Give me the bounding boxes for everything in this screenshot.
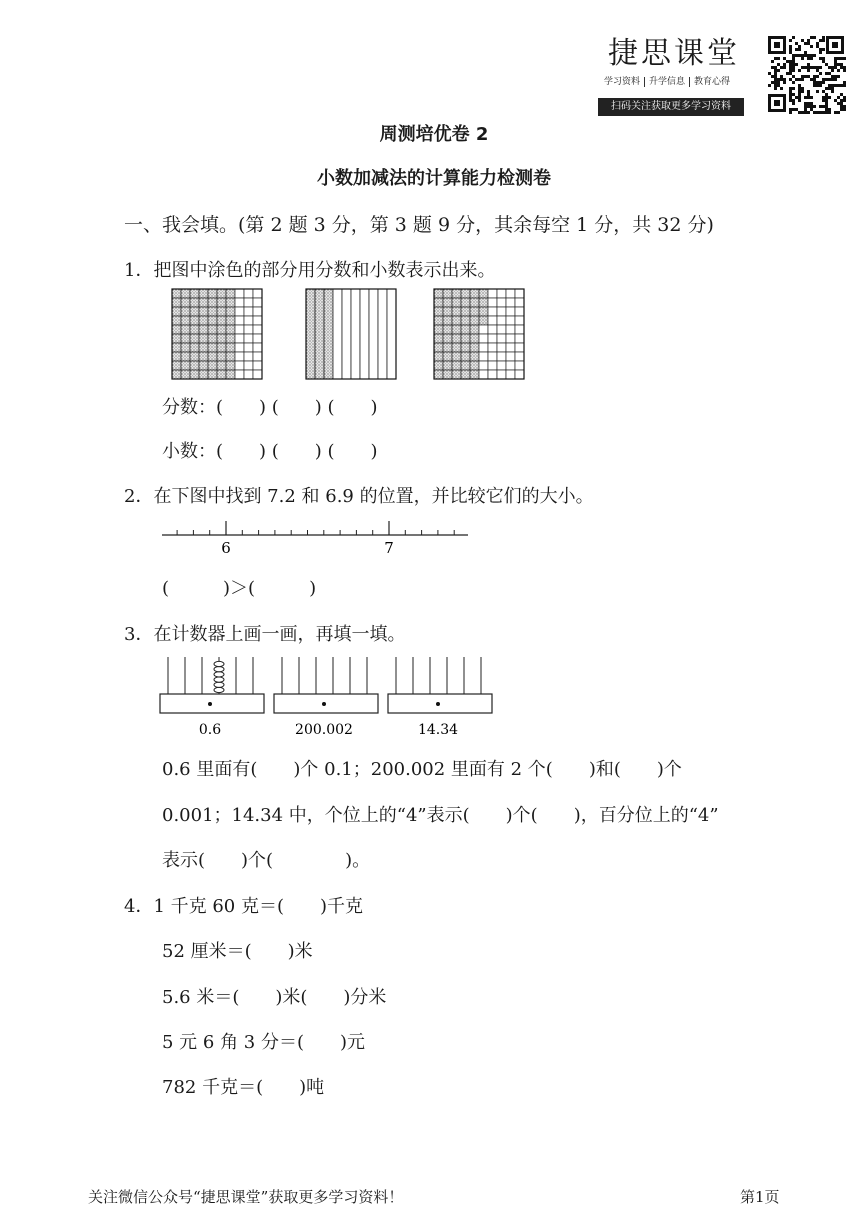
abacus <box>274 657 378 713</box>
grid-cell <box>488 334 497 343</box>
shaded-cell <box>479 316 488 325</box>
brand-tag: 学习资料 <box>600 77 645 87</box>
shaded-cell <box>217 352 226 361</box>
grid-cell <box>506 361 515 370</box>
shaded-cell <box>190 370 199 379</box>
shaded-cell <box>226 298 235 307</box>
shaded-cell <box>217 298 226 307</box>
shaded-cell <box>181 289 190 298</box>
shaded-cell <box>443 361 452 370</box>
shaded-cell <box>226 370 235 379</box>
grid-cell <box>488 307 497 316</box>
shaded-cell <box>181 352 190 361</box>
grid-cell <box>497 370 506 379</box>
abacus-base <box>388 694 492 713</box>
axis-label-6: 6 <box>221 539 231 557</box>
shaded-cell <box>208 325 217 334</box>
grid-cell <box>497 325 506 334</box>
shaded-cell <box>470 289 479 298</box>
question-1-figures <box>170 288 530 380</box>
grid-cell <box>235 307 244 316</box>
grid-cell <box>497 343 506 352</box>
shaded-cell <box>190 343 199 352</box>
grid-cell <box>479 325 488 334</box>
shaded-cell <box>172 334 181 343</box>
shaded-cell <box>172 307 181 316</box>
question-4-line[interactable]: 4．1 千克 60 克＝( )千克 <box>124 896 364 917</box>
shaded-cell <box>434 325 443 334</box>
grid-cell <box>488 343 497 352</box>
grid-cell <box>497 307 506 316</box>
shaded-cell <box>172 298 181 307</box>
strip <box>351 289 360 379</box>
grid-cell <box>244 307 253 316</box>
grid-cell <box>253 343 262 352</box>
shaded-cell <box>461 361 470 370</box>
shaded-cell <box>226 361 235 370</box>
shaded-cell <box>443 370 452 379</box>
grid-cell <box>479 352 488 361</box>
grid-cell <box>235 370 244 379</box>
shaded-cell <box>190 289 199 298</box>
grid-cell <box>506 307 515 316</box>
shaded-cell <box>199 370 208 379</box>
shaded-cell <box>226 352 235 361</box>
grid-cell <box>515 343 524 352</box>
grid-cell <box>497 334 506 343</box>
shaded-cell <box>208 352 217 361</box>
question-3-line-1[interactable]: 0.6 里面有( )个 0.1；200.002 里面有 2 个( )和( )个 <box>162 759 682 780</box>
number-line-ticks <box>177 521 454 535</box>
grid-cell <box>515 289 524 298</box>
shaded-cell <box>217 307 226 316</box>
grid-cell <box>497 352 506 361</box>
grid-cell <box>488 298 497 307</box>
shaded-cell <box>461 334 470 343</box>
question-1-text: 1．把图中涂色的部分用分数和小数表示出来。 <box>124 260 496 281</box>
shaded-cell <box>452 325 461 334</box>
shaded-cell <box>470 316 479 325</box>
shaded-cell <box>190 298 199 307</box>
shaded-cell <box>452 352 461 361</box>
shaded-cell <box>470 334 479 343</box>
shaded-cell <box>199 361 208 370</box>
grid-cell <box>244 316 253 325</box>
shaded-cell <box>470 343 479 352</box>
grid-cell <box>497 289 506 298</box>
shaded-cell <box>217 325 226 334</box>
shaded-cell <box>226 325 235 334</box>
fraction-answer-line[interactable]: 分数：( ) ( ) ( ) <box>162 397 378 418</box>
shaded-cell <box>434 343 443 352</box>
grid-cell <box>244 334 253 343</box>
abacus-bead <box>214 672 224 677</box>
shaded-cell <box>443 316 452 325</box>
shaded-cell <box>479 298 488 307</box>
shaded-cell <box>181 343 190 352</box>
shaded-cell <box>461 307 470 316</box>
shaded-cell <box>208 298 217 307</box>
brand-name: 捷思课堂 <box>608 36 740 71</box>
shaded-cell <box>434 289 443 298</box>
abacus-figures <box>158 652 494 740</box>
grid-cell <box>253 325 262 334</box>
grid-cell <box>506 334 515 343</box>
decimal-point <box>436 702 440 706</box>
shaded-cell <box>434 307 443 316</box>
abacus-label: 200.002 <box>295 722 353 738</box>
question-3-text: 3．在计数器上画一画，再填一填。 <box>124 624 406 645</box>
question-4-line[interactable]: 5 元 6 角 3 分＝( )元 <box>162 1032 366 1053</box>
grid-cell <box>253 307 262 316</box>
shaded-cell <box>199 316 208 325</box>
brand-tag: 教育心得 <box>694 77 731 87</box>
shaded-cell <box>208 334 217 343</box>
page-number: 第1页 <box>740 1188 780 1206</box>
shaded-cell <box>470 370 479 379</box>
shaded-cell <box>434 334 443 343</box>
shaded-strip <box>324 289 333 379</box>
shaded-cell <box>452 361 461 370</box>
shaded-cell <box>443 325 452 334</box>
grid-cell <box>235 316 244 325</box>
compare-answer-line[interactable]: ( )＞( ) <box>162 578 317 599</box>
shaded-cell <box>181 334 190 343</box>
grid-cell <box>244 361 253 370</box>
shaded-cell <box>452 307 461 316</box>
shaded-cell <box>443 334 452 343</box>
shaded-cell <box>190 334 199 343</box>
grid-cell <box>515 325 524 334</box>
shaded-cell <box>208 316 217 325</box>
shaded-cell <box>452 289 461 298</box>
shaded-cell <box>190 325 199 334</box>
shaded-cell <box>226 307 235 316</box>
brand-bar: 扫码关注获取更多学习资料 <box>598 98 744 116</box>
shaded-cell <box>443 307 452 316</box>
shaded-cell <box>226 343 235 352</box>
shaded-cell <box>470 352 479 361</box>
decimal-point <box>322 702 326 706</box>
shaded-cell <box>181 361 190 370</box>
shaded-cell <box>199 289 208 298</box>
shaded-cell <box>452 298 461 307</box>
shaded-strip <box>315 289 324 379</box>
grid-cell <box>479 361 488 370</box>
grid-cell <box>506 316 515 325</box>
grid-cell <box>506 298 515 307</box>
shaded-cell <box>452 316 461 325</box>
shaded-cell <box>217 343 226 352</box>
shaded-cell <box>199 307 208 316</box>
shaded-cell <box>208 343 217 352</box>
brand-tag: 升学信息 <box>645 77 690 87</box>
shaded-cell <box>208 289 217 298</box>
footer-promo: 关注微信公众号“捷思课堂”获取更多学习资料！ <box>88 1188 404 1206</box>
shaded-cell <box>470 361 479 370</box>
shaded-cell <box>190 316 199 325</box>
grid-cell <box>253 352 262 361</box>
grid-cell <box>253 334 262 343</box>
shaded-cell <box>208 307 217 316</box>
shaded-cell <box>199 343 208 352</box>
abacus <box>388 657 492 713</box>
axis-label-7: 7 <box>384 539 394 557</box>
shaded-cell <box>181 316 190 325</box>
grid-cell <box>506 343 515 352</box>
shaded-cell <box>208 361 217 370</box>
shaded-cell <box>461 352 470 361</box>
grid-cell <box>506 325 515 334</box>
shaded-cell <box>199 334 208 343</box>
shaded-cell <box>217 334 226 343</box>
page-title: 周测培优卷 2 <box>379 124 489 145</box>
grid-cell <box>488 325 497 334</box>
page-subtitle: 小数加减法的计算能力检测卷 <box>317 168 551 189</box>
shaded-cell <box>199 352 208 361</box>
shaded-cell <box>470 325 479 334</box>
grid-cell <box>235 334 244 343</box>
grid-cell <box>515 316 524 325</box>
shaded-cell <box>452 370 461 379</box>
grid-cell <box>488 316 497 325</box>
shaded-cell <box>181 307 190 316</box>
grid-cell <box>515 298 524 307</box>
grid-cell <box>244 289 253 298</box>
grid-cell <box>515 334 524 343</box>
shaded-cell <box>461 343 470 352</box>
strip <box>387 289 396 379</box>
grid-cell <box>253 316 262 325</box>
grid-cell <box>244 343 253 352</box>
strip <box>369 289 378 379</box>
grid-cell <box>235 298 244 307</box>
shaded-cell <box>172 316 181 325</box>
shaded-cell <box>190 361 199 370</box>
grid-cell <box>235 289 244 298</box>
shaded-cell <box>181 325 190 334</box>
grid-cell <box>488 370 497 379</box>
shaded-cell <box>443 298 452 307</box>
grid-figure-3 <box>434 289 524 379</box>
shaded-cell <box>172 343 181 352</box>
grid-cell <box>506 370 515 379</box>
abacus-bead <box>214 677 224 682</box>
grid-cell <box>488 352 497 361</box>
grid-cell <box>497 298 506 307</box>
abacus-base <box>160 694 264 713</box>
strip <box>342 289 351 379</box>
shaded-cell <box>434 370 443 379</box>
shaded-cell <box>172 361 181 370</box>
grid-cell <box>253 298 262 307</box>
shaded-cell <box>181 298 190 307</box>
grid-cell <box>253 370 262 379</box>
strip <box>360 289 369 379</box>
shaded-cell <box>470 307 479 316</box>
shaded-cell <box>172 352 181 361</box>
decimal-point <box>208 702 212 706</box>
shaded-cell <box>479 289 488 298</box>
abacus-bead <box>214 687 224 692</box>
shaded-cell <box>479 307 488 316</box>
grid-cell <box>488 361 497 370</box>
grid-figure-1 <box>172 289 262 379</box>
question-4-line[interactable]: 782 千克＝( )吨 <box>162 1077 325 1098</box>
shaded-cell <box>217 370 226 379</box>
grid-cell <box>479 370 488 379</box>
abacus-label: 14.34 <box>417 722 459 738</box>
grid-cell <box>515 307 524 316</box>
abacus-bead <box>214 661 224 666</box>
section-heading: 一、我会填。(第 2 题 3 分，第 3 题 9 分，其余每空 1 分，共 32 分) <box>124 214 714 236</box>
grid-cell <box>253 289 262 298</box>
grid-cell <box>479 334 488 343</box>
qr-code-icon[interactable] <box>766 34 846 114</box>
shaded-cell <box>226 334 235 343</box>
shaded-cell <box>443 289 452 298</box>
shaded-cell <box>172 370 181 379</box>
shaded-cell <box>443 343 452 352</box>
grid-cell <box>497 316 506 325</box>
abacus-bead <box>214 667 224 672</box>
abacus <box>160 657 264 713</box>
strip <box>378 289 387 379</box>
grid-cell <box>244 325 253 334</box>
shaded-cell <box>443 352 452 361</box>
grid-cell <box>488 289 497 298</box>
strip <box>333 289 342 379</box>
grid-cell <box>235 352 244 361</box>
shaded-cell <box>452 343 461 352</box>
shaded-cell <box>461 370 470 379</box>
shaded-cell <box>172 289 181 298</box>
number-line <box>160 516 474 560</box>
question-3-line-2[interactable]: 0.001；14.34 中，个位上的“4”表示( )个( )，百分位上的“4” <box>162 805 719 826</box>
grid-cell <box>515 352 524 361</box>
abacus-base <box>274 694 378 713</box>
brand-tags <box>600 74 734 87</box>
shaded-cell <box>190 307 199 316</box>
shaded-cell <box>199 298 208 307</box>
shaded-cell <box>226 316 235 325</box>
grid-cell <box>235 361 244 370</box>
grid-cell <box>515 361 524 370</box>
grid-cell <box>506 289 515 298</box>
question-4-line[interactable]: 52 厘米＝( )米 <box>162 941 313 962</box>
shaded-cell <box>470 298 479 307</box>
shaded-cell <box>434 316 443 325</box>
grid-cell <box>235 325 244 334</box>
abacus-label: 0.6 <box>198 722 222 738</box>
decimal-answer-line[interactable]: 小数：( ) ( ) ( ) <box>162 441 378 462</box>
shaded-cell <box>434 361 443 370</box>
shaded-cell <box>199 325 208 334</box>
shaded-cell <box>226 289 235 298</box>
shaded-cell <box>217 289 226 298</box>
grid-cell <box>479 343 488 352</box>
shaded-cell <box>181 370 190 379</box>
strip-figure-2 <box>306 289 396 379</box>
grid-cell <box>506 352 515 361</box>
shaded-cell <box>452 334 461 343</box>
shaded-strip <box>306 289 315 379</box>
shaded-cell <box>461 316 470 325</box>
shaded-cell <box>208 370 217 379</box>
shaded-cell <box>461 289 470 298</box>
shaded-cell <box>217 361 226 370</box>
question-3-line-3[interactable]: 表示( )个( )。 <box>162 850 371 871</box>
grid-cell <box>235 343 244 352</box>
question-4-line[interactable]: 5.6 米＝( )米( )分米 <box>162 987 387 1008</box>
grid-cell <box>244 370 253 379</box>
shaded-cell <box>461 298 470 307</box>
grid-cell <box>244 298 253 307</box>
question-2-text: 2．在下图中找到 7.2 和 6.9 的位置，并比较它们的大小。 <box>124 486 594 507</box>
shaded-cell <box>434 352 443 361</box>
brand-block <box>598 28 746 118</box>
grid-cell <box>253 361 262 370</box>
grid-cell <box>497 361 506 370</box>
shaded-cell <box>217 316 226 325</box>
grid-cell <box>244 352 253 361</box>
grid-cell <box>515 370 524 379</box>
shaded-cell <box>172 325 181 334</box>
abacus-bead <box>214 682 224 687</box>
shaded-cell <box>190 352 199 361</box>
shaded-cell <box>461 325 470 334</box>
shaded-cell <box>434 298 443 307</box>
